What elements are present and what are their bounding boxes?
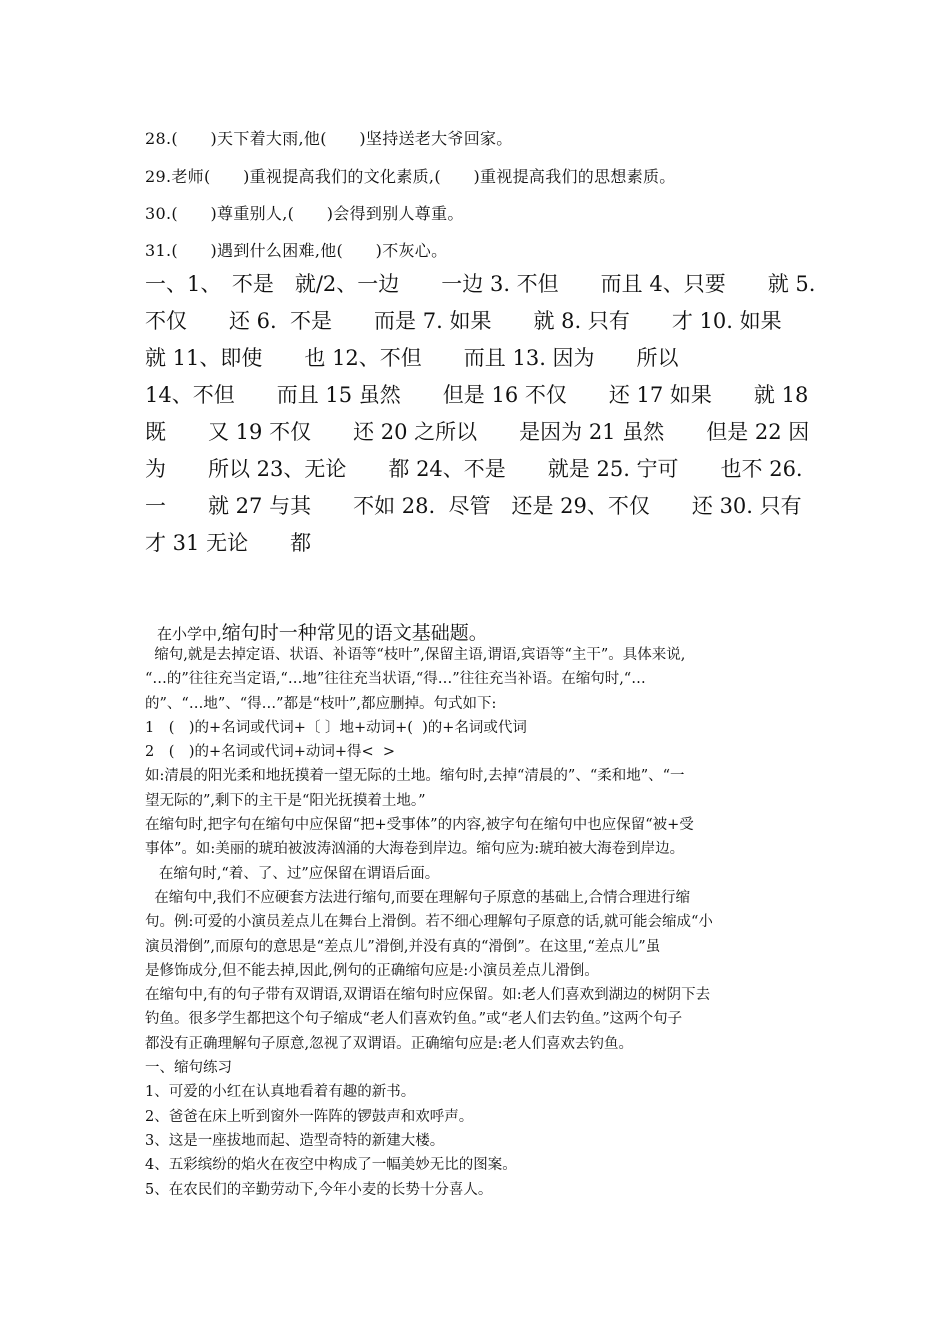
- question-29: 29.老师( )重视提高我们的文化素质,( )重视提高我们的思想素质。: [145, 167, 676, 186]
- answer-line: 14、不但 而且 15 虽然 但是 16 不仅 还 17 如果 就 18: [145, 383, 809, 407]
- text-line: 缩句,就是去掉定语、状语、补语等“枝叶”,保留主语,谓语,宾语等“主干”。具体来说,: [145, 647, 686, 663]
- text-line: 演员滑倒”,而原句的意思是“差点儿”滑倒,并没有真的“滑倒”。在这里,“差点儿”虽: [145, 938, 661, 955]
- text-line: 如:清晨的阳光柔和地抚摸着一望无际的土地。缩句时,去掉“清晨的”、“柔和地”、“一: [145, 768, 685, 785]
- text-line: 钓鱼。很多学生都把这个句子缩成“老人们喜欢钓鱼。”或“老人们去钓鱼。”这两个句子: [145, 1011, 683, 1028]
- text-line: 句。例:可爱的小演员差点儿在舞台上滑倒。若不细心理解句子原意的话,就可能会缩成“小: [145, 914, 713, 931]
- text-line: 1 ( )的+名词或代词+〔 〕地+动词+( )的+名词或代词: [145, 719, 527, 736]
- explanation-text: [145, 643, 817, 1202]
- text-line: 望无际的”,剩下的主干是“阳光抚摸着土地。”: [145, 792, 426, 809]
- answer-key: [145, 266, 835, 562]
- text-line: 在缩句时,“着、了、过”应保留在谓语后面。: [145, 865, 440, 882]
- text-line: 是修饰成分,但不能去掉,因此,例句的正确缩句应是:小演员差点儿滑倒。: [145, 962, 599, 979]
- text-line: 在缩句中,我们不应硬套方法进行缩句,而要在理解句子原意的基础上,合情合理进行缩: [145, 889, 691, 906]
- text-line: “…的”往往充当定语,“…地”往往充当状语,“得…”往往充当补语。在缩句时,“…: [145, 671, 646, 688]
- text-line: 的”、“…地”、“得…”都是“枝叶”,都应删掉。句式如下:: [145, 695, 497, 712]
- text-line: 都没有正确理解句子原意,忽视了双谓语。正确缩句应是:老人们喜欢去钓鱼。: [145, 1035, 633, 1052]
- exercise-item: 2、爸爸在床上听到窗外一阵阵的锣鼓声和欢呼声。: [145, 1108, 474, 1125]
- answer-line: 为 所以 23、无论 都 24、不是 就是 25. 宁可 也不 26.: [145, 457, 803, 481]
- exercise-heading: 一、缩句练习: [145, 1060, 232, 1077]
- answer-line: 既 又 19 不仅 还 20 之所以 是因为 21 虽然 但是 22 因: [145, 420, 810, 444]
- exercise-item: 1、可爱的小红在认真地看着有趣的新书。: [145, 1084, 416, 1101]
- answer-line: 才 31 无论 都: [145, 531, 312, 555]
- question-31: 31.( )遇到什么困难,他( )不灰心。: [145, 241, 448, 260]
- exercise-item: 5、在农民们的辛勤劳动下,今年小麦的长势十分喜人。: [145, 1181, 493, 1198]
- exercise-item: 4、五彩缤纷的焰火在夜空中构成了一幅美妙无比的图案。: [145, 1157, 517, 1174]
- text-line: 事体”。如:美丽的琥珀被波涛汹涌的大海卷到岸边。缩句应为:琥珀被大海卷到岸边。: [145, 841, 685, 858]
- answer-line: 不仅 还 6. 不是 而是 7. 如果 就 8. 只有 才 10. 如果: [145, 309, 782, 333]
- text-line: 2 ( )的+名词或代词+动词+得< >: [145, 744, 396, 761]
- answer-line: 一 就 27 与其 不如 28. 尽管 还是 29、不仅 还 30. 只有: [145, 494, 802, 518]
- text-line: 在缩句中,有的句子带有双谓语,双谓语在缩句时应保留。如:老人们喜欢到湖边的树阴下去: [145, 987, 711, 1004]
- question-30: 30.( )尊重别人,( )会得到别人尊重。: [145, 204, 464, 223]
- intro-heading: 缩句时一种常见的语文基础题。: [221, 622, 488, 644]
- text-line: 在缩句时,把字句在缩句中应保留“把+受事体”的内容,被字句在缩句中也应保留“被+受: [145, 817, 694, 834]
- exercise-item: 3、这是一座拔地而起、造型奇特的新建大楼。: [145, 1132, 445, 1149]
- intro-prefix: 在小学中,: [157, 625, 222, 643]
- section-intro: [145, 618, 488, 645]
- answer-line: 一、1、 不是 就/2、一边 一边 3. 不但 而且 4、只要 就 5.: [145, 272, 816, 296]
- answer-line: 就 11、即使 也 12、不但 而且 13. 因为 所以: [145, 346, 679, 370]
- question-28: 28.( )天下着大雨,他( )坚持送老大爷回家。: [145, 129, 513, 148]
